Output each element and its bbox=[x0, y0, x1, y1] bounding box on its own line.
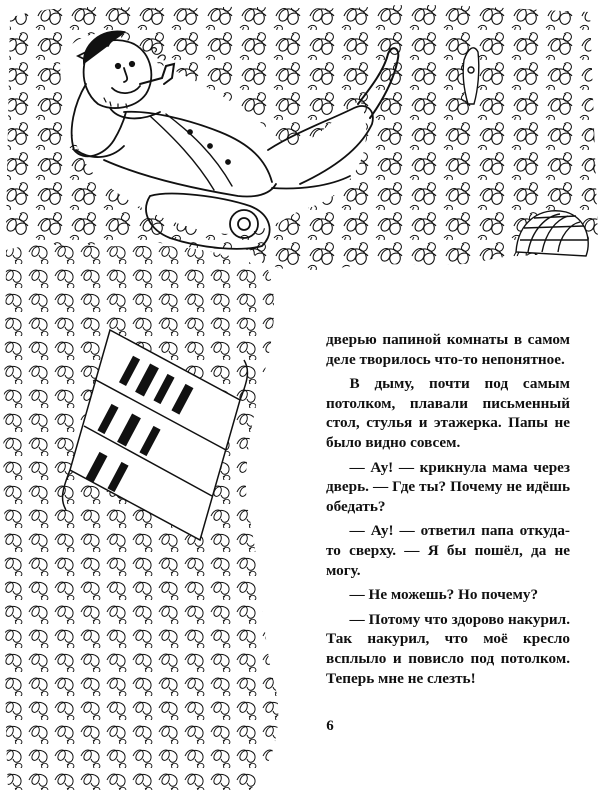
story-text bbox=[326, 330, 570, 693]
paragraph: — Ау! — ответил папа откуда-то сверху. — Я бы пошёл, да не могу. bbox=[326, 522, 570, 579]
paragraph: — Потому что здорово накурил. Так накурил, что моё кресло всплыло и повисло под потолком. Теперь мне не слезть! bbox=[326, 610, 570, 687]
paragraph: дверью папиной комнаты в самом деле творилось что-то непонятное. bbox=[326, 331, 570, 368]
paragraph: — Ау! — крикнула мама через дверь. — Где ты? Почему не идёшь обедать? bbox=[326, 458, 570, 515]
paragraph: — Не можешь? Но почему? bbox=[349, 586, 539, 604]
rocket-drawing bbox=[463, 48, 479, 104]
paragraph: В дыму, почти под самым потолком, плавали письменный стол, стулья и этажерка. Папы не было видно совсем. bbox=[326, 375, 570, 451]
page-number: 6 bbox=[326, 718, 334, 734]
smoke-column bbox=[3, 245, 278, 790]
